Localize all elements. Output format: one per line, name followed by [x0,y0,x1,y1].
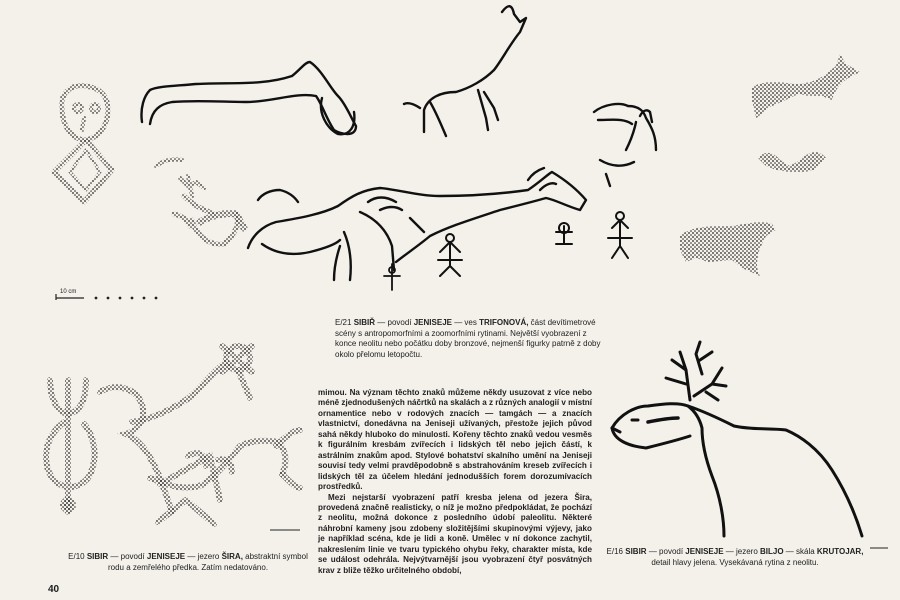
caption-id: E/16 [606,547,624,556]
stippled-animals [680,54,860,276]
caption-text: abstraktní symbol rodu a zemřelého předka. Zatím nedatováno. [107,552,308,572]
caption-sep: — povodí [375,318,414,327]
elk-outline-left [141,62,356,134]
figure-e21-scene [54,6,656,290]
mask-figure [54,86,112,202]
caption-sep: — jezero [723,547,760,556]
caption-river: JENISEJE [146,552,186,561]
caption-region: SIBIŘ [353,318,376,327]
caption-e21 [335,318,605,360]
caption-sep: — povodí [108,552,147,561]
caption-river: JENISEJE [413,318,452,327]
caption-text: část devítimetrové scény s antropomorfními a zoomorfními rytinami. Největší vyobrazení z konce neolitu nebo počátku doby bronzové, nejmenší figurky patrně z doby okolo přelomu letopočtu. [335,318,601,359]
stippled-bird [758,152,826,172]
body-paragraph: Mezi nejstarší vyobrazení patří kresba jelena od jezera Šira, provedená značně realisticky, o níž je možno předpokládat, že pochází z neolitu, možná dokonce z posledního údobí paleolitu. Některé náhrobní kameny jsou zdobeny složitějšími skupinovými výjevy, jako je například scéna, kde je lidi a koně. Umělec v ní dokonce zachytil, nakreslením linie ve tvaru typického ohybu řeky, charakter místa, kde se událost odehrála. Nejvýtvarnější jsou vyobrazení čtyř posvátných krav z bliže těžko určitelného období, [318,492,592,575]
caption-e16 [606,547,864,568]
caption-place-2: KRUTOJAR, [816,547,864,556]
anthropomorph-1 [438,234,462,276]
anthropomorph-3 [556,223,572,244]
animal-figure-right [594,104,656,186]
central-elk-group [248,172,586,280]
caption-sep: — povodí [646,547,686,556]
body-text [318,388,592,576]
figure-e10-symbol [46,346,300,524]
caption-sep: — jezero [185,552,222,561]
cross-symbol [384,264,400,290]
caption-sep: — skála [783,547,817,556]
caption-place: ŠIRA, [221,552,243,561]
caption-place: BILJO [760,547,784,556]
stippled-wolf [752,54,860,118]
caption-e10 [62,552,314,573]
small-figure-left [156,159,204,196]
figure-e16-deer-head [612,342,862,536]
caption-id: E/21 [335,318,352,327]
caption-sep: — ves [451,318,480,327]
body-paragraph: mimou. Na význam těchto znaků můžeme někdy usuzovat z více nebo méně zjednodušených náčrtků na skalách a z různých analogií v místní ornamentice nebo v rodových znacích — tamgách — a znacích vlastnictví, donedávna na Jeniseji užívaných, přestože jejich původ sahá někdy hluboko do minulosti. Kořeny těchto znaků vedou vesměs k figurálním kresbám zvířecích i lidských těl nebo jejich částí, k astrálním znakům apod. Stylové bohatství skalního umění na Jeniseji souvisí tedy velmi pravděpodobně s abstrahováním kreseb zvířecích i lidských těl za účelem hledání jednodušších forem dorozumívacích prostředků. [318,388,592,492]
caption-id: E/10 [68,552,85,561]
caption-place: TRIFONOVÁ, [479,318,529,327]
caption-region: SIBIR [625,547,647,556]
scale-label: 10 cm [60,289,77,295]
caption-region: SIBIR [86,552,109,561]
stippled-bear [680,222,776,276]
deer-standing [404,6,526,136]
page-number: 40 [48,584,60,595]
caption-text: detail hlavy jelena. Vysekávaná rytina z neolitu. [651,557,819,567]
anthropomorph-2 [608,212,632,258]
caption-river: JENISEJE [685,547,724,556]
